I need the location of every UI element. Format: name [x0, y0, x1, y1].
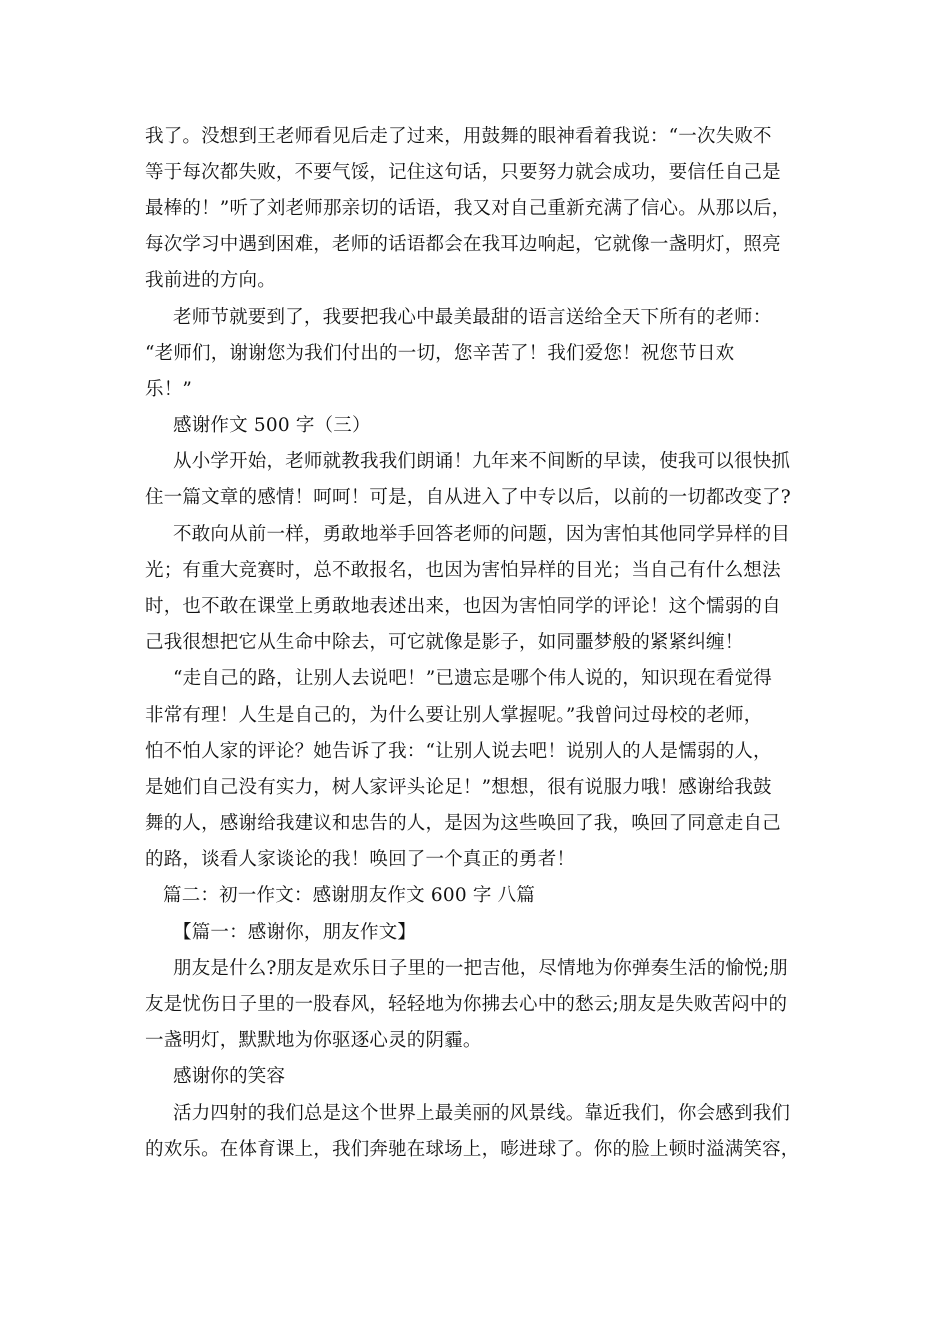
text-line: 我了。没想到王老师看见后走了过来，用鼓舞的眼神看着我说：“一次失败不 [145, 126, 772, 147]
text-line: 是她们自己没有实力，树人家评头论足！”想想，很有说服力哦！感谢给我鼓 [145, 777, 772, 798]
text-line: 时，也不敢在课堂上勇敢地表述出来，也因为害怕同学的评论！这个懦弱的自 [145, 596, 781, 617]
text-line: 非常有理！人生是自己的，为什么要让别人掌握呢。”我曾问过母校的老师， [145, 705, 763, 726]
text-line: 从小学开始，老师就教我我们朗诵！九年来不间断的早读，使我可以很快抓 [173, 451, 791, 472]
text-line: 等于每次都失败，不要气馁，记住这句话，只要努力就会成功，要信任自己是 [145, 162, 781, 183]
section-heading: 【篇一：感谢你，朋友作文】 [173, 922, 417, 943]
text-line: 舞的人，感谢给我建议和忠告的人，是因为这些唤回了我，唤回了同意走自己 [145, 813, 781, 834]
text-line: 我前进的方向。 [145, 270, 276, 291]
text-line: 朋友是什么?朋友是欢乐日子里的一把吉他，尽情地为你弹奏生活的愉悦;朋 [173, 958, 788, 979]
text-line: 怕不怕人家的评论？她告诉了我：“让别人说去吧！说别人的人是懦弱的人， [145, 741, 772, 762]
text-line: 一盏明灯，默默地为你驱逐心灵的阴霾。 [145, 1030, 482, 1051]
section-heading: 篇二：初一作文：感谢朋友作文 600 字 八篇 [163, 885, 536, 906]
text-line: 乐！” [145, 379, 193, 400]
text-line: 的欢乐。在体育课上，我们奔驰在球场上，嘭进球了。你的脸上顿时溢满笑容， [145, 1139, 800, 1160]
text-line: 每次学习中遇到困难，老师的话语都会在我耳边响起，它就像一盏明灯，照亮 [145, 234, 781, 255]
text-line: 最棒的！”听了刘老师那亲切的话语，我又对自己重新充满了信心。从那以后， [145, 198, 791, 219]
text-line: 的路，谈看人家谈论的我！唤回了一个真正的勇者！ [145, 849, 576, 870]
text-line: 不敢向从前一样，勇敢地举手回答老师的问题，因为害怕其他同学异样的目 [173, 524, 791, 545]
text-line: 活力四射的我们总是这个世界上最美丽的风景线。靠近我们，你会感到我们 [173, 1103, 791, 1124]
text-line: 己我很想把它从生命中除去，可它就像是影子，如同噩梦般的紧紧纠缠！ [145, 632, 744, 653]
section-heading: 感谢作文 500 字（三） [173, 415, 371, 436]
section-heading: 感谢你的笑容 [173, 1066, 286, 1087]
text-line: “走自己的路，让别人去说吧！”已遗忘是哪个伟人说的，知识现在看觉得 [173, 668, 773, 689]
text-line: 老师节就要到了，我要把我心中最美最甜的语言送给全天下所有的老师： [173, 307, 772, 328]
text-line: “老师们，谢谢您为我们付出的一切，您辛苦了！我们爱您！祝您节日欢 [145, 343, 735, 364]
text-line: 住一篇文章的感情！呵呵！可是，自从进入了中专以后，以前的一切都改变了? [145, 487, 791, 508]
text-line: 友是忧伤日子里的一股春风，轻轻地为你拂去心中的愁云;朋友是失败苦闷中的 [145, 994, 788, 1015]
text-line: 光；有重大竞赛时，总不敢报名，也因为害怕异样的目光；当自己有什么想法 [145, 560, 781, 581]
